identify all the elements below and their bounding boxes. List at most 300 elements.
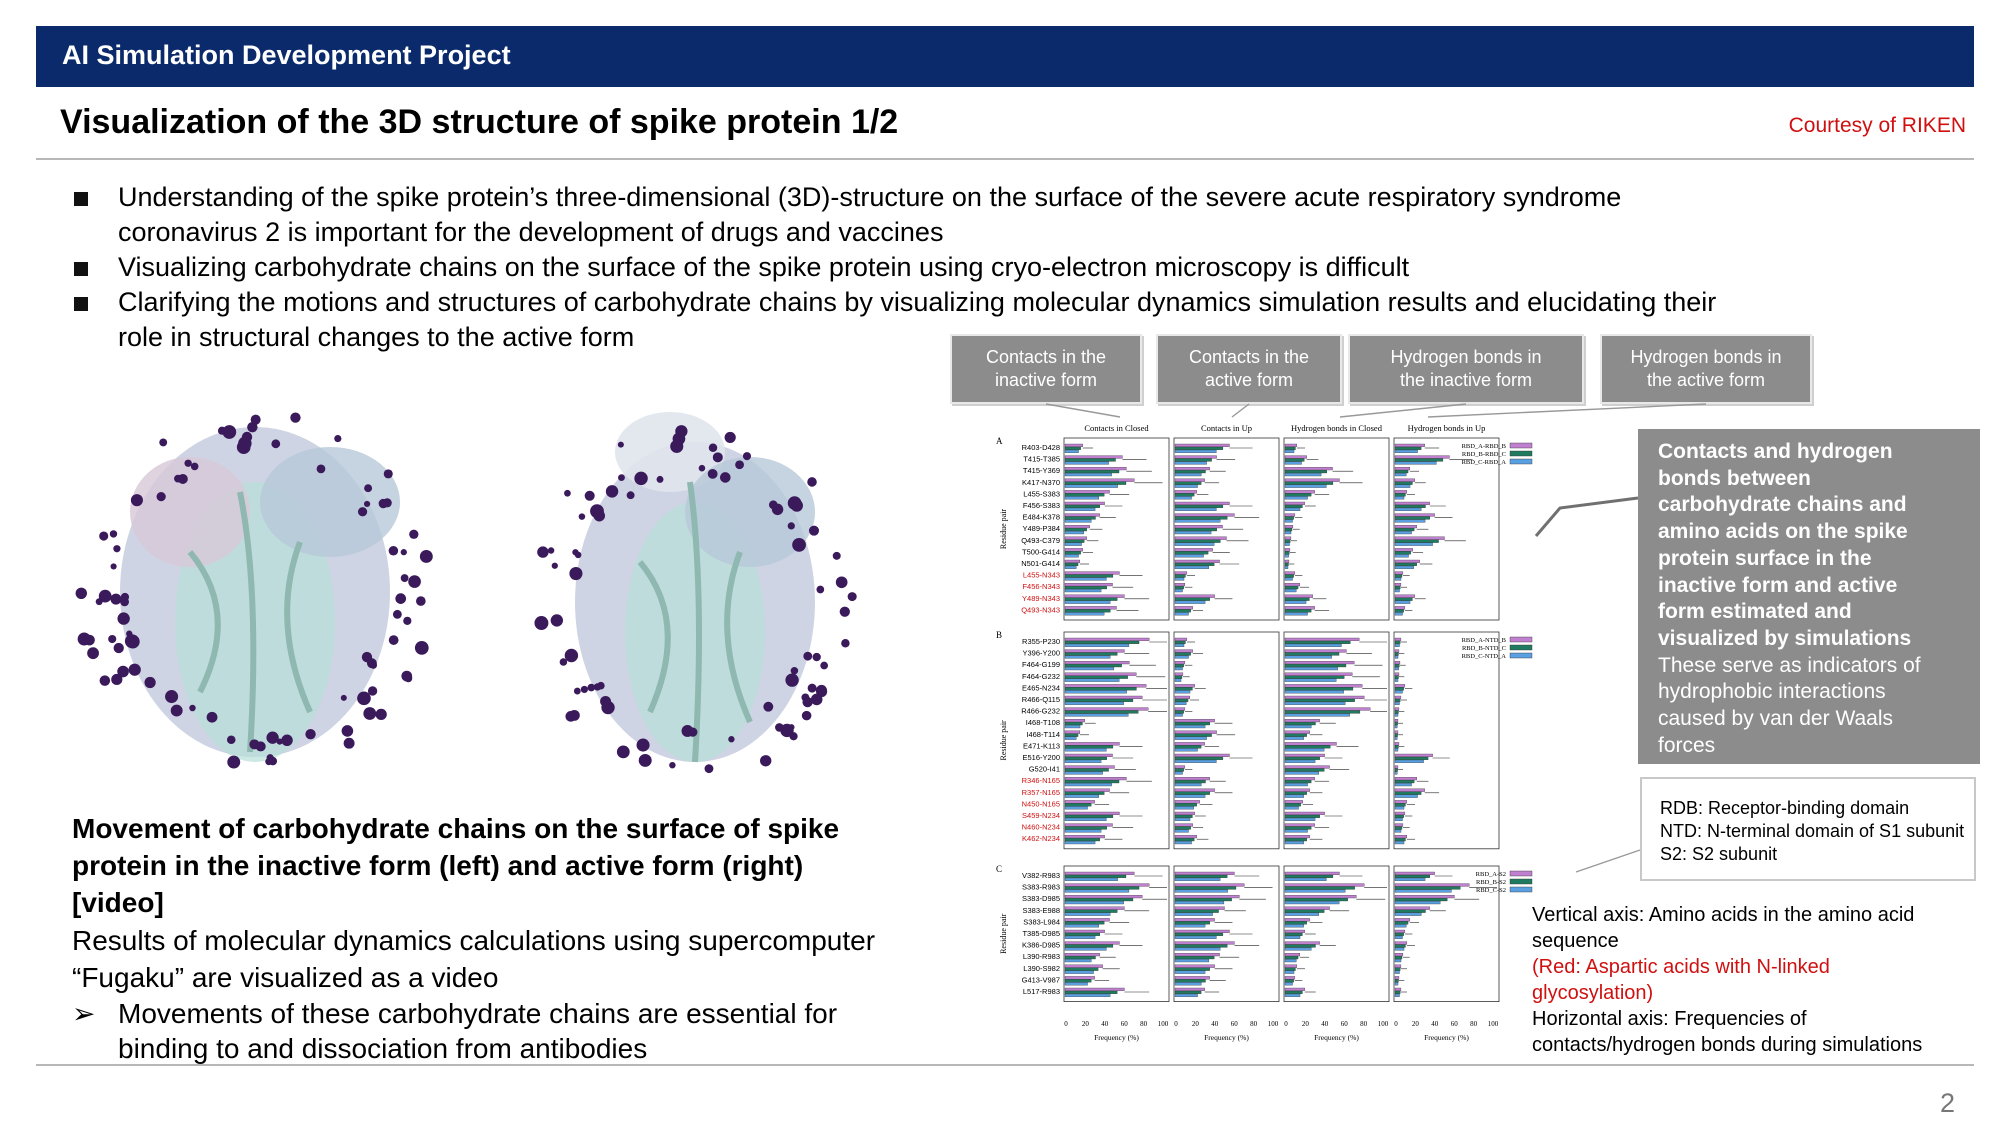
data-bar — [1395, 508, 1421, 511]
data-bar — [1175, 945, 1227, 948]
data-bar — [1065, 684, 1146, 687]
data-bar — [1175, 467, 1210, 470]
data-bar — [1395, 450, 1418, 453]
data-bar — [1175, 830, 1189, 833]
glycan-dot — [789, 732, 797, 740]
data-bar — [1285, 601, 1306, 604]
data-bar — [1175, 936, 1216, 939]
slide-title: Visualization of the 3D structure of spike protein 1/2 — [60, 103, 899, 141]
data-bar — [1065, 953, 1100, 956]
data-bar — [1285, 543, 1290, 546]
data-bar — [1395, 473, 1406, 476]
data-bar — [1175, 496, 1192, 499]
data-bar — [1065, 679, 1119, 682]
caption-line: protein in the inactive form (left) and active form (right) — [72, 850, 804, 881]
data-bar — [1065, 589, 1101, 592]
glycan-dot — [76, 588, 87, 599]
glycan-dot — [403, 617, 411, 625]
data-bar — [1395, 459, 1443, 462]
data-bar — [1285, 921, 1307, 924]
data-bar — [1175, 459, 1212, 462]
data-bar — [1065, 595, 1124, 598]
data-bar — [1285, 766, 1330, 769]
data-bar — [1065, 473, 1112, 476]
x-tick-label: 80 — [1360, 1020, 1368, 1028]
data-bar — [1395, 589, 1400, 592]
data-bar — [1285, 789, 1310, 792]
data-bar — [1395, 907, 1430, 910]
data-bar — [1285, 878, 1326, 881]
glycan-dot — [594, 683, 601, 690]
column-title: Contacts in Closed — [1084, 423, 1149, 433]
glycan-dot — [376, 709, 387, 720]
residue-pair-label: T415-Y369 — [1022, 466, 1060, 476]
data-bar — [1175, 725, 1205, 728]
glycan-dot — [409, 530, 418, 539]
glycan-dot — [669, 762, 675, 768]
data-bar — [1175, 968, 1210, 971]
data-bar — [1285, 748, 1324, 751]
residue-pair-label: L517-R983 — [1022, 987, 1060, 996]
data-bar — [1285, 719, 1320, 722]
data-bar — [1175, 780, 1205, 783]
data-bar — [1395, 673, 1399, 676]
residue-pair-label: F456-N343 — [1022, 582, 1060, 592]
info-line: hydrophobic interactions — [1658, 680, 1886, 704]
data-bar — [1065, 528, 1087, 531]
data-bar — [1065, 760, 1101, 763]
axis-explanation — [1532, 902, 1972, 1058]
data-bar — [1065, 748, 1106, 751]
residue-pair-label: N460-N234 — [1021, 822, 1060, 832]
data-bar — [1065, 777, 1126, 780]
data-bar — [1065, 994, 1110, 997]
x-tick-label: 80 — [1470, 1020, 1478, 1028]
callout-line — [1232, 404, 1249, 417]
data-bar — [1065, 687, 1136, 690]
callout-line — [1428, 404, 1706, 417]
data-bar — [1285, 745, 1330, 748]
glycan-dot — [840, 607, 850, 617]
data-bar — [1065, 812, 1119, 815]
data-bar — [1285, 517, 1294, 520]
data-bar — [1395, 719, 1398, 722]
data-bar — [1285, 690, 1344, 693]
glycan-dot — [281, 735, 292, 746]
data-bar — [1065, 714, 1128, 717]
glycan-dot — [564, 490, 571, 497]
data-bar — [1175, 895, 1239, 898]
data-bar — [1285, 540, 1290, 543]
residue-pair-label: F456-S383 — [1022, 501, 1060, 510]
residue-pair-label: T415-T385 — [1023, 454, 1060, 464]
data-bar — [1285, 656, 1332, 659]
bullet-list — [70, 180, 1900, 355]
data-bar — [1285, 572, 1295, 575]
glycan-dot — [120, 597, 129, 606]
data-bar — [1065, 890, 1129, 893]
legend-box-contacts-active — [1156, 334, 1342, 404]
glycan-dot — [574, 688, 581, 695]
data-bar — [1395, 725, 1397, 728]
data-bar — [1175, 612, 1189, 615]
data-bar — [1395, 780, 1414, 783]
glycan-dot — [100, 675, 111, 686]
data-bar — [1395, 965, 1401, 968]
data-bar — [1065, 563, 1078, 566]
data-bar — [1065, 467, 1126, 470]
data-bar — [1175, 601, 1205, 604]
data-bar — [1395, 838, 1405, 841]
data-bar — [1065, 971, 1094, 974]
data-bar — [1395, 540, 1439, 543]
data-bar — [1395, 878, 1425, 881]
data-bar — [1395, 815, 1404, 818]
data-bar — [1285, 566, 1288, 569]
data-bar — [1395, 890, 1451, 893]
residue-pair-label: V382-R983 — [1022, 871, 1060, 880]
data-bar — [1175, 502, 1229, 505]
data-bar — [1395, 578, 1401, 581]
data-bar — [1285, 994, 1300, 997]
data-bar — [1395, 598, 1412, 601]
data-bar — [1175, 690, 1190, 693]
glycan-dot — [117, 666, 129, 678]
glycan-dot — [848, 592, 857, 601]
x-tick-label: 60 — [1450, 1020, 1458, 1028]
data-bar — [1395, 841, 1404, 844]
data-bar — [1395, 803, 1405, 806]
data-bar — [1065, 447, 1081, 450]
x-tick-label: 20 — [1301, 1020, 1309, 1028]
data-bar — [1285, 742, 1336, 745]
data-bar — [1175, 548, 1213, 551]
data-bar — [1395, 757, 1428, 760]
data-bar — [1175, 589, 1183, 592]
data-bar — [1285, 676, 1344, 679]
data-bar — [1175, 560, 1220, 563]
data-bar — [1065, 830, 1101, 833]
data-bar — [1065, 933, 1100, 936]
glycan-dot — [785, 673, 798, 686]
data-bar — [1175, 566, 1209, 569]
data-bar — [1395, 806, 1404, 809]
residue-pair-label: K462-N234 — [1022, 834, 1060, 844]
courtesy-note: Courtesy of RIKEN — [1788, 114, 1966, 137]
glycan-dot — [383, 498, 392, 507]
data-bar — [1285, 696, 1364, 699]
data-bar — [1175, 942, 1234, 945]
residue-pair-label: K386-D985 — [1022, 940, 1060, 950]
glycan-dot — [317, 464, 326, 473]
glycan-dot — [552, 563, 558, 569]
data-bar — [1065, 667, 1114, 670]
data-bar — [1285, 482, 1333, 485]
data-bar — [1395, 933, 1404, 936]
data-bar — [1395, 653, 1398, 656]
data-bar — [1175, 656, 1189, 659]
data-bar — [1175, 965, 1215, 968]
glycan-dot — [808, 684, 817, 693]
glycan-dot — [565, 711, 576, 722]
legend-label: RBD_A-S2 — [1475, 871, 1506, 878]
data-bar — [1395, 818, 1403, 821]
glycan-dot — [728, 736, 734, 742]
data-bar — [1285, 560, 1289, 563]
data-bar — [1285, 456, 1307, 459]
data-bar — [1175, 901, 1224, 904]
info-line: These serve as indicators of — [1658, 653, 1921, 677]
data-bar — [1285, 525, 1293, 528]
glycan-dot — [117, 612, 129, 624]
axis-note-line: Horizontal axis: Frequencies of — [1532, 1008, 1807, 1030]
y-axis-label: Residue pair — [999, 508, 1008, 550]
data-bar — [1395, 754, 1433, 757]
data-bar — [1395, 586, 1400, 589]
data-bar — [1285, 467, 1333, 470]
data-bar — [1175, 586, 1184, 589]
glycan-dot — [682, 725, 694, 737]
sub-bullet — [72, 996, 1018, 1066]
data-bar — [1065, 711, 1138, 714]
glycan-dot — [277, 738, 283, 744]
x-tick-label: 100 — [1377, 1020, 1389, 1028]
data-bar — [1285, 815, 1320, 818]
data-bar — [1285, 737, 1304, 740]
data-bar — [1175, 517, 1227, 520]
axis-note-line: glycosylation) — [1532, 982, 1654, 1004]
glycan-dot — [579, 513, 585, 519]
data-bar — [1175, 800, 1200, 803]
data-bar — [1285, 661, 1354, 664]
data-bar — [1065, 653, 1117, 656]
legend-box-contacts-inactive — [950, 334, 1142, 404]
data-bar — [1285, 956, 1298, 959]
axis-note-line: Vertical axis: Amino acids in the amino acid — [1532, 904, 1915, 926]
data-bar — [1395, 714, 1398, 717]
data-bar — [1065, 490, 1110, 493]
data-bar — [1175, 812, 1195, 815]
data-bar — [1395, 760, 1424, 763]
data-bar — [1065, 884, 1149, 887]
x-axis-label: Frequency (%) — [1204, 1033, 1249, 1042]
data-bar — [1395, 872, 1435, 875]
data-bar — [1395, 930, 1405, 933]
residue-pair-label: L455-S383 — [1023, 489, 1060, 499]
data-bar — [1285, 884, 1364, 887]
legend-label: RBD_A-NTD_B — [1461, 637, 1506, 644]
column-title: Hydrogen bonds in Up — [1407, 423, 1486, 433]
data-bar — [1065, 875, 1126, 878]
data-bar — [1175, 714, 1183, 717]
glycan-dot — [249, 739, 259, 749]
x-tick-label: 100 — [1487, 1020, 1499, 1028]
x-tick-label: 0 — [1064, 1020, 1068, 1028]
glycan-dot — [788, 522, 795, 529]
glycan-dot — [368, 686, 377, 695]
data-bar — [1065, 661, 1129, 664]
data-bar — [1175, 757, 1223, 760]
glycan-dot — [675, 425, 687, 437]
residue-pair-label: Y489-P384 — [1022, 524, 1060, 534]
data-bar — [1285, 948, 1311, 951]
data-bar — [1395, 525, 1417, 528]
data-bar — [1175, 754, 1229, 757]
data-bar — [1065, 650, 1124, 653]
data-bar — [1395, 650, 1399, 653]
data-bar — [1175, 554, 1204, 557]
data-bar — [1285, 818, 1315, 821]
data-bar — [1395, 795, 1418, 798]
data-bar — [1395, 554, 1409, 557]
data-bar — [1175, 696, 1190, 699]
data-bar — [1395, 470, 1408, 473]
data-bar — [1285, 872, 1339, 875]
legend-swatch — [1510, 645, 1532, 650]
legend-swatch — [1510, 637, 1532, 642]
glycan-dot — [802, 711, 812, 721]
frequency-bar-chart — [994, 418, 1544, 1044]
bullet-text: Understanding of the spike protein’s three-dimensional (3D)-structure on the surface of the severe acute respiratory syndrome — [118, 182, 1622, 212]
glycan-dot — [129, 664, 141, 676]
x-tick-label: 100 — [1267, 1020, 1279, 1028]
square-bullet-icon — [74, 297, 88, 311]
data-bar — [1175, 450, 1216, 453]
residue-pair-label: T385-D985 — [1022, 929, 1060, 938]
glycan-dot — [537, 546, 548, 557]
data-bar — [1395, 601, 1410, 604]
residue-pair-label: Q493-N343 — [1021, 605, 1060, 615]
data-bar — [1175, 772, 1183, 775]
data-bar — [1065, 982, 1088, 985]
data-bar — [1285, 913, 1319, 916]
data-bar — [1065, 898, 1133, 901]
data-bar — [1285, 638, 1359, 641]
data-bar — [1175, 644, 1184, 647]
data-bar — [1065, 601, 1110, 604]
data-bar — [1065, 745, 1113, 748]
data-bar — [1285, 924, 1304, 927]
data-bar — [1065, 502, 1105, 505]
data-bar — [1395, 918, 1410, 921]
data-bar — [1395, 708, 1399, 711]
data-bar — [1175, 956, 1214, 959]
data-bar — [1065, 731, 1080, 734]
data-bar — [1175, 872, 1234, 875]
abbrev-line: S2: S2 subunit — [1660, 844, 1778, 864]
data-bar — [1065, 921, 1104, 924]
callout-line — [1576, 850, 1640, 872]
data-bar — [1395, 800, 1407, 803]
data-bar — [1065, 699, 1133, 702]
data-bar — [1395, 959, 1401, 962]
legend-swatch — [1510, 879, 1532, 884]
data-bar — [1395, 830, 1401, 833]
data-bar — [1065, 988, 1124, 991]
data-bar — [1065, 566, 1076, 569]
data-bar — [1175, 748, 1198, 751]
glycan-dot — [222, 425, 236, 439]
info-line: visualized by simulations — [1658, 626, 1912, 650]
data-bar — [1395, 994, 1400, 997]
data-bar — [1175, 485, 1198, 488]
glycan-dot — [342, 725, 354, 737]
data-bar — [1285, 769, 1324, 772]
glycan-dot — [836, 576, 848, 588]
data-bar — [1285, 699, 1355, 702]
data-bar — [1065, 930, 1105, 933]
data-bar — [1395, 479, 1415, 482]
data-bar — [1175, 606, 1193, 609]
data-bar — [1065, 907, 1124, 910]
data-bar — [1175, 462, 1207, 465]
info-box — [1638, 429, 1980, 764]
data-bar — [1395, 979, 1398, 982]
info-line: protein surface in the — [1658, 546, 1872, 570]
data-bar — [1395, 684, 1405, 687]
data-bar — [1065, 959, 1091, 962]
column-title: Hydrogen bonds in Closed — [1291, 423, 1382, 433]
data-bar — [1175, 930, 1229, 933]
info-line: form estimated and — [1658, 600, 1852, 624]
data-bar — [1285, 830, 1308, 833]
glycan-dot — [165, 690, 178, 703]
data-bar — [1285, 548, 1290, 551]
data-bar — [1065, 462, 1109, 465]
data-bar — [1065, 838, 1100, 841]
glycan-dot — [251, 415, 261, 425]
data-bar — [1065, 936, 1095, 939]
glycan-dot — [415, 641, 429, 655]
data-bar — [1065, 757, 1107, 760]
data-bar — [1175, 661, 1185, 664]
data-bar — [1395, 895, 1454, 898]
data-bar — [1175, 789, 1215, 792]
data-bar — [1175, 841, 1192, 844]
data-bar — [1175, 702, 1186, 705]
data-bar — [1395, 514, 1435, 517]
data-bar — [1285, 520, 1293, 523]
glycan-dot — [569, 567, 582, 580]
legend-box-text: inactive form — [994, 370, 1098, 390]
data-bar — [1065, 769, 1109, 772]
legend-box-text: the inactive form — [1399, 370, 1533, 390]
data-bar — [1175, 760, 1216, 763]
data-bar — [1175, 679, 1181, 682]
data-bar — [1175, 976, 1210, 979]
residue-pair-label: S383-E988 — [1022, 905, 1060, 915]
data-bar — [1065, 815, 1113, 818]
data-bar — [1285, 827, 1311, 830]
x-axis-label: Frequency (%) — [1424, 1033, 1469, 1042]
info-line: forces — [1658, 733, 1716, 757]
data-bar — [1065, 841, 1095, 844]
legend-swatch — [1510, 653, 1532, 658]
legend-box-text: the active form — [1646, 370, 1766, 390]
glycan-dot — [841, 639, 849, 647]
data-bar — [1395, 664, 1399, 667]
glycan-dot — [606, 485, 618, 497]
data-bar — [1395, 901, 1440, 904]
residue-pair-label: L455-N343 — [1022, 570, 1060, 580]
glycan-dot — [709, 444, 717, 452]
data-bar — [1175, 921, 1210, 924]
data-bar — [1065, 719, 1085, 722]
data-bar — [1395, 884, 1469, 887]
data-bar — [1285, 554, 1289, 557]
bullet-item — [70, 180, 1900, 250]
data-bar — [1065, 754, 1113, 757]
